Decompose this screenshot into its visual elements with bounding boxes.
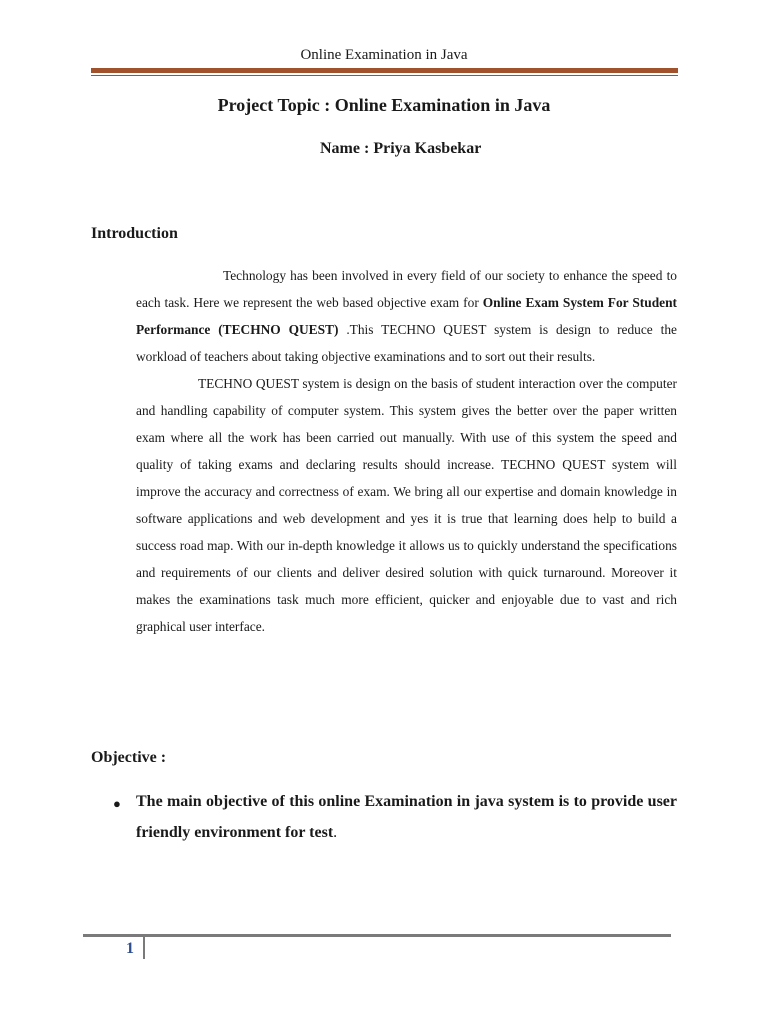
objective-item-end: .	[333, 824, 338, 841]
header-rule-thin	[91, 75, 678, 76]
footer-rule	[83, 934, 671, 937]
objective-item	[136, 786, 677, 848]
introduction-paragraph-1	[136, 262, 677, 370]
objective-item-text: The main objective of this online Examination in java system is to provide user friendly environment for test	[136, 793, 677, 841]
introduction-heading: Introduction	[91, 225, 178, 242]
project-topic-title: Project Topic : Online Examination in Java	[217, 95, 551, 115]
author-name: Name : Priya Kasbekar	[320, 140, 482, 157]
introduction-paragraph-2: TECHNO QUEST system is design on the basis of student interaction over the computer and handling capability of computer system. This system gives the better over the paper written exam where all the work has been carried out manually. With use of this system the speed and quality of taking exams and declaring results should increase. TECHNO QUEST system will improve the accuracy and correctness of exam. We bring all our expertise and domain knowledge in software applications and web development and yes it is true that learning does help to build a success road map. With our in-depth knowledge it allows us to quickly understand the specifications and requirements of our clients and deliver desired solution with quick turnaround. Moreover it makes the examinations task much more efficient, quicker and enjoyable due to vast and rich graphical user interface.	[136, 376, 677, 634]
intro-text-1: Technology has been involved in every field of our society to enhance the speed to each task. Here we represent the web based objective exam for	[136, 268, 677, 310]
intro-emphasis: Online Exam System For Student Performance (TECHNO QUEST)	[136, 295, 677, 337]
running-header: Online Examination in Java	[300, 47, 468, 63]
header-rule-thick	[91, 68, 678, 73]
intro-text-2: .This TECHNO QUEST system is design to reduce the workload of teachers about taking objective examinations and to sort out their results.	[136, 322, 677, 364]
objective-heading: Objective :	[91, 749, 167, 766]
page-number: 1	[126, 940, 134, 957]
bullet-icon: ●	[113, 796, 121, 811]
introduction-body	[136, 262, 677, 640]
footer-page-divider	[143, 936, 145, 959]
